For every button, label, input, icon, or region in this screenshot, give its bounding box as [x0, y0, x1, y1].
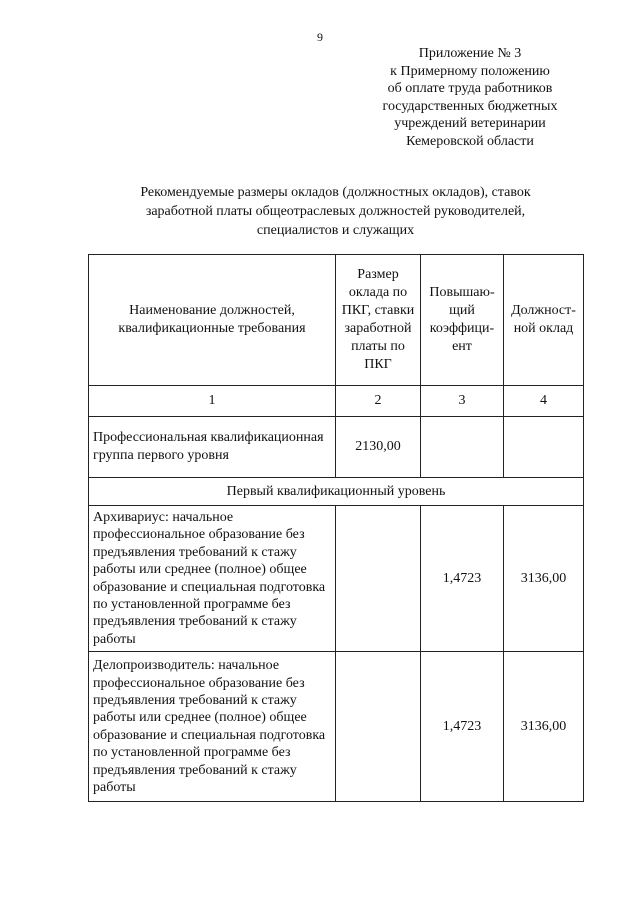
group-row — [89, 417, 584, 478]
header-salary: Должност-ной оклад — [504, 255, 584, 386]
position-salary: 3136,00 — [504, 652, 584, 802]
appendix-line: Приложение № 3 — [418, 46, 522, 61]
document-title — [88, 183, 583, 240]
table-header-row — [89, 255, 584, 386]
table-row — [89, 652, 584, 802]
position-coefficient: 1,4723 — [421, 652, 504, 802]
column-number: 3 — [421, 386, 504, 417]
header-base-salary: Размер оклада по ПКГ, ставки заработной платы по ПКГ — [336, 255, 421, 386]
header-position-name: Наименование должностей, квалификационные требования — [89, 255, 336, 386]
appendix-header — [350, 45, 590, 150]
position-description: Делопроизводитель: начальное профессиональное образование без предъявления требований к стажу работы или среднее (полное) общее образование и специальная подготовка по установленной программе без предъявления требований к стажу работы — [89, 652, 336, 802]
level-row — [89, 478, 584, 506]
table-row — [89, 506, 584, 652]
position-base-salary — [336, 506, 421, 652]
column-number: 4 — [504, 386, 584, 417]
group-base-salary: 2130,00 — [336, 417, 421, 478]
position-coefficient: 1,4723 — [421, 506, 504, 652]
position-description: Архивариус: начальное профессиональное образование без предъявления требований к стажу работы или среднее (полное) общее образование и специальная подготовка по установленной программе без предъявления требований к стажу работы — [89, 506, 336, 652]
appendix-line: к Примерному положению — [390, 63, 550, 79]
appendix-line: Кемеровской области — [406, 133, 534, 149]
group-salary — [504, 417, 584, 478]
page-number: 9 — [317, 30, 323, 44]
appendix-line: государственных бюджетных — [382, 98, 558, 114]
appendix-line: об оплате труда работников — [387, 81, 553, 96]
group-name: Профессиональная квалификационная группа первого уровня — [89, 417, 336, 478]
header-coefficient: Повышаю-щий коэффици-ент — [421, 255, 504, 386]
position-base-salary — [336, 652, 421, 802]
position-salary: 3136,00 — [504, 506, 584, 652]
title-line: заработной платы общеотраслевых должностей руководителей, — [145, 204, 526, 219]
column-number: 2 — [336, 386, 421, 417]
title-line: Рекомендуемые размеры окладов (должностных окладов), ставок — [140, 185, 531, 200]
column-number-row — [89, 386, 584, 417]
salary-table — [88, 254, 584, 802]
column-number: 1 — [89, 386, 336, 417]
title-line: специалистов и служащих — [256, 223, 415, 238]
appendix-line: учреждений ветеринарии — [394, 116, 546, 131]
group-coefficient — [421, 417, 504, 478]
qualification-level: Первый квалификационный уровень — [89, 478, 584, 506]
